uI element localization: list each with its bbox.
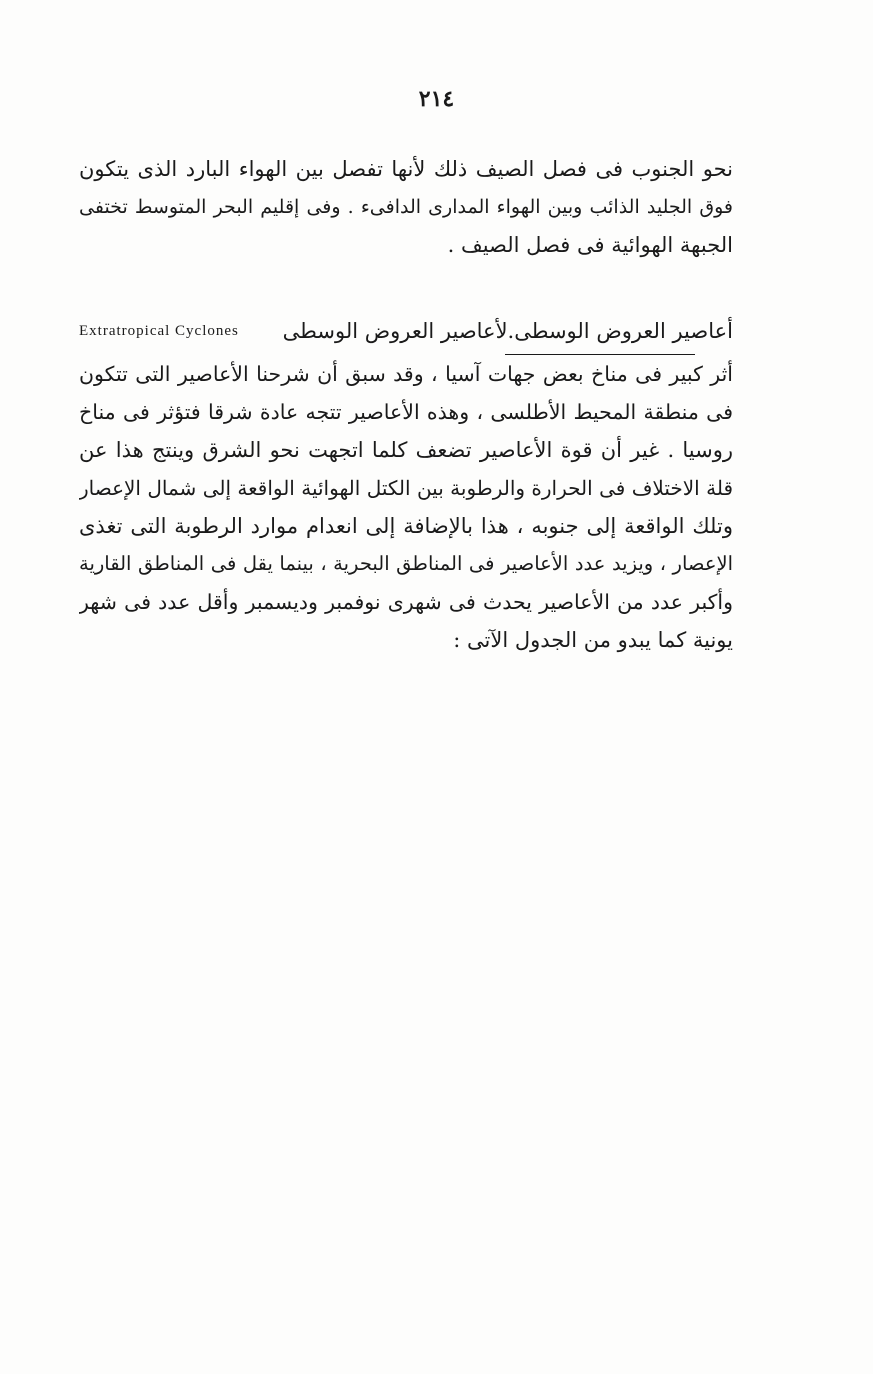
paragraph-1 — [79, 150, 733, 264]
text-line: فوق الجليد الذائب وبين الهواء المدارى الدافىء . وفى إقليم البحر المتوسط تختفى — [79, 196, 733, 218]
section-heading-english: Extratropical Cyclones — [79, 323, 239, 339]
text-line: قلة الاختلاف فى الحرارة والرطوبة بين الكتل الهوائية الواقعة إلى شمال الإعصار — [79, 476, 733, 500]
text-line: الجبهة الهوائية فى فصل الصيف . — [447, 233, 733, 257]
text-line: نحو الجنوب فى فصل الصيف ذلك لأنها تفصل بين الهواء البارد الذى يتكون — [79, 157, 733, 181]
text-line: وتلك الواقعة إلى جنوبه ، هذا بالإضافة إلى انعدام موارد الرطوبة التى تغذى — [79, 514, 733, 538]
text-line: الإعصار ، ويزيد عدد الأعاصير فى المناطق البحرية ، بينما يقل فى المناطق القارية — [79, 552, 733, 575]
text-line: روسيا . غير أن قوة الأعاصير تضعف كلما اتجهت نحو الشرق وينتج هذا عن — [79, 438, 733, 462]
page-number: ٢١٤ — [418, 86, 455, 112]
section-heading — [79, 312, 733, 350]
section-heading-arabic: أعاصير العروض الوسطى.لأعاصير العروض الوسطى — [282, 319, 733, 343]
text-line: يونية كما يبدو من الجدول الآتى : — [453, 628, 733, 652]
text-line: أثر كبير فى مناخ بعض جهات آسيا ، وقد سبق أن شرحنا الأعاصير التى تتكون — [79, 362, 733, 386]
text-line: وأكبر عدد من الأعاصير يحدث فى شهرى نوفمبر وديسمبر وأقل عدد فى شهر — [79, 590, 733, 614]
paragraph-2 — [79, 355, 733, 659]
text-line: فى منطقة المحيط الأطلسى ، وهذه الأعاصير تتجه عادة شرقا فتؤثر فى مناخ — [79, 400, 733, 424]
